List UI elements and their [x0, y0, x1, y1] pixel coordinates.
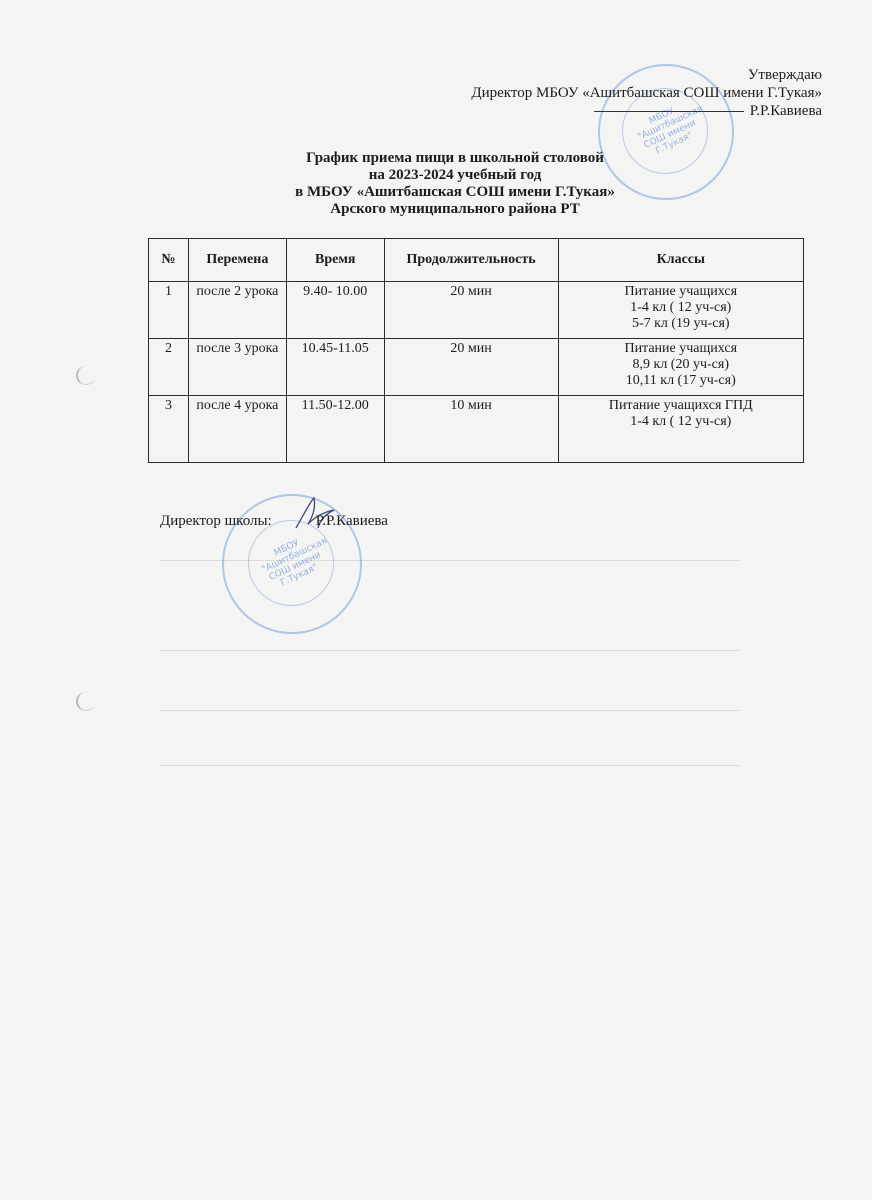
cell-break: после 4 урока — [188, 396, 286, 463]
header-time: Время — [286, 239, 384, 282]
director-signature-line — [160, 513, 388, 530]
show-through-line — [160, 765, 740, 766]
classes-line: Питание учащихся — [624, 341, 738, 356]
header-duration: Продолжительность — [384, 239, 558, 282]
header-classes: Классы — [558, 239, 803, 282]
header-number: № — [149, 239, 189, 282]
cell-time: 10.45-11.05 — [286, 339, 384, 396]
classes-line: 5-7 кл (19 уч-ся) — [631, 316, 730, 331]
cell-number: 1 — [149, 282, 189, 339]
punch-hole-mark — [76, 692, 96, 711]
cell-classes — [558, 396, 803, 463]
cell-duration: 10 мин — [384, 396, 558, 463]
cell-number: 2 — [149, 339, 189, 396]
director-name: Р.Р.Кавиева — [315, 513, 388, 529]
stamp-text: МБОУ "Ашитбашская СОШ имени Г.Тукая" — [260, 536, 329, 589]
header-break: Перемена — [188, 239, 286, 282]
show-through-line — [160, 710, 740, 711]
classes-line: 8,9 кл (20 уч-ся) — [632, 357, 729, 372]
classes-line: 1-4 кл ( 12 уч-ся) — [630, 300, 732, 315]
cell-time: 9.40- 10.00 — [286, 282, 384, 339]
director-label: Директор школы: — [160, 513, 272, 529]
title-line-1: График приема пищи в школьной столовой — [306, 150, 604, 166]
approval-block — [471, 66, 822, 120]
table-row — [149, 339, 804, 396]
classes-line: Питание учащихся — [624, 284, 738, 299]
cell-duration: 20 мин — [384, 282, 558, 339]
classes-line: 1-4 кл ( 12 уч-ся) — [630, 414, 732, 429]
approver-signature-line — [471, 102, 822, 120]
title-line-4: Арского муниципального района РТ — [330, 201, 580, 217]
cell-number: 3 — [149, 396, 189, 463]
approve-word: Утверждаю — [747, 67, 822, 83]
meal-schedule-table — [148, 238, 804, 463]
punch-hole-mark — [76, 366, 96, 385]
title-line-2: на 2023-2024 учебный год — [368, 167, 542, 183]
classes-line: Питание учащихся ГПД — [608, 398, 753, 413]
cell-duration: 20 мин — [384, 339, 558, 396]
stamp-text: МБОУ "Ашитбашская СОШ имени Г.Тукая" — [636, 103, 705, 157]
approver-position: Директор МБОУ «Ашитбашская СОШ имени Г.Тукая» — [471, 85, 822, 101]
show-through-line — [160, 650, 740, 651]
table-row — [149, 282, 804, 339]
title-line-3: в МБОУ «Ашитбашская СОШ имени Г.Тукая» — [295, 184, 615, 200]
cell-classes — [558, 339, 803, 396]
table-header-row — [149, 239, 804, 282]
cell-time: 11.50-12.00 — [286, 396, 384, 463]
approver-name: Р.Р.Кавиева — [749, 103, 822, 119]
document-title — [230, 150, 680, 218]
cell-classes — [558, 282, 803, 339]
table-row — [149, 396, 804, 463]
classes-line: 10,11 кл (17 уч-ся) — [625, 373, 736, 388]
signature-underline — [594, 111, 744, 112]
cell-break: после 3 урока — [188, 339, 286, 396]
cell-break: после 2 урока — [188, 282, 286, 339]
